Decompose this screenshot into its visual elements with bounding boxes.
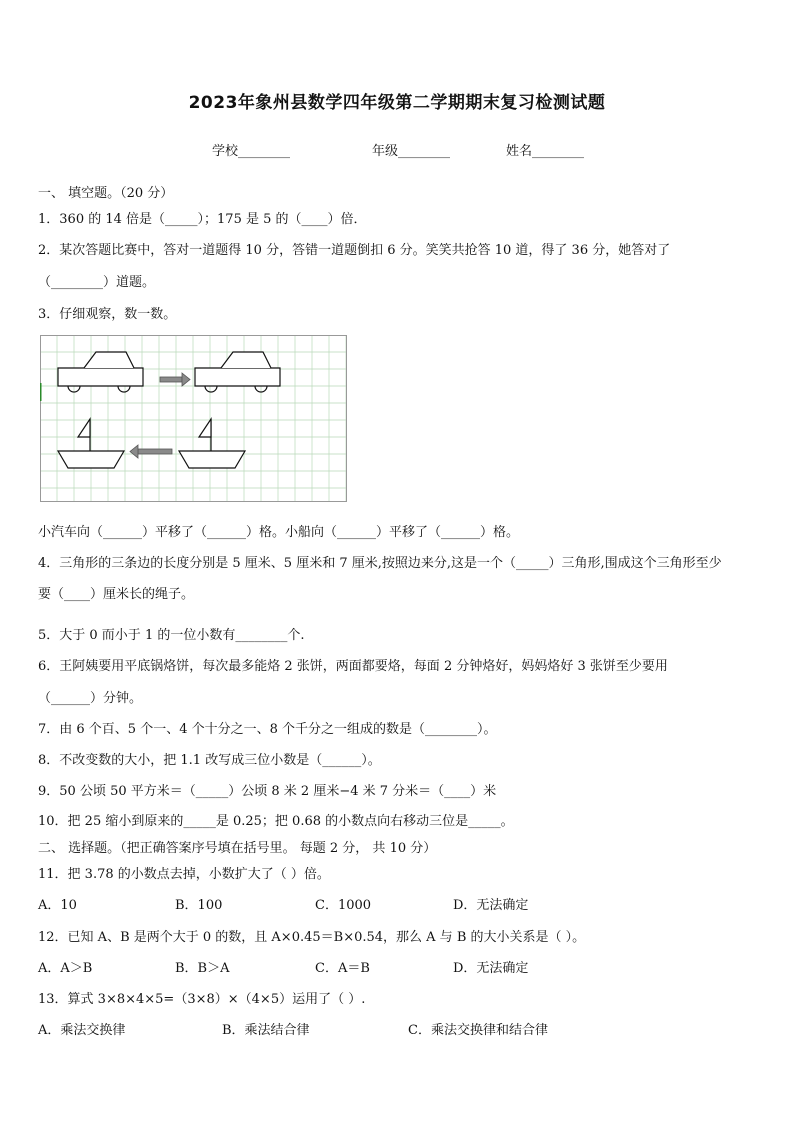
section1-heading: 一、 填空题。（20 分） [38,186,174,201]
question-3: 3．仔细观察，数一数。 [38,307,177,322]
question-1: 1．360 的 14 倍是（_____）；175 是 5 的（____）倍． [38,212,367,227]
section2-heading: 二、 选择题。（把正确答案序号填在括号里。 每题 2 分， 共 10 分） [38,841,437,856]
arrow-left-icon [130,445,172,458]
grade-field: 年级________ [372,144,451,159]
q13-option-c: C．乘法交换律和结合律 [408,1023,548,1038]
question-5: 5．大于 0 而小于 1 的一位小数有________个. [38,628,305,643]
question-2-line1: 2．某次答题比赛中，答对一道题得 10 分，答错一道题倒扣 6 分。笑笑共抢答 10 道，得了 36 分，她答对了 [38,243,671,258]
question-8: 8．不改变数的大小，把 1.1 改写成三位小数是（______）。 [38,753,381,768]
q13-option-b: B．乘法结合律 [222,1023,310,1038]
question-11: 11．把 3.78 的小数点去掉，小数扩大了（ ）倍。 [38,867,330,882]
car-translated [195,352,280,392]
name-field: 姓名________ [506,144,585,159]
question-12: 12．已知 A、B 是两个大于 0 的数，且 A×0.45＝B×0.54，那么 A 与 B 的大小关系是（ ）。 [38,930,586,945]
grid-lines [40,335,347,502]
q12-option-d: D．无法确定 [453,961,529,976]
question-4-line1: 4．三角形的三条边的长度分别是 5 厘米、5 厘米和 7 厘米,按照边来分,这是一个（_____）三角形,围成这个三角形至少 [38,556,722,571]
q11-option-c: C．1000 [315,898,372,913]
car-original [58,352,143,392]
question-6-line1: 6．王阿姨要用平底锅烙饼，每次最多能烙 2 张饼，两面都要烙，每面 2 分钟烙好，妈妈烙好 3 张饼至少要用 [38,659,668,674]
question-4-line2: 要（____）厘米长的绳子。 [38,587,195,602]
q11-option-d: D．无法确定 [453,898,529,913]
question-13: 13．算式 3×8×4×5=（3×8）×（4×5）运用了（ ）. [38,992,366,1007]
q11-option-a: A．10 [38,898,77,913]
q12-option-b: B．B＞A [175,961,230,976]
arrow-right-icon [160,373,190,386]
q12-option-c: C．A＝B [315,961,370,976]
school-field: 学校________ [212,144,291,159]
question-9: 9．50 公顷 50 平方米＝（_____）公顷 8 米 2 厘米−4 米 7 分米＝（____）米 [38,784,497,799]
question-7: 7．由 6 个百、5 个一、4 个十分之一、8 个千分之一组成的数是（________）。 [38,722,497,737]
page-title: 2023年象州县数学四年级第二学期期末复习检测试题 [188,93,606,113]
question-10: 10．把 25 缩小到原来的_____是 0.25；把 0.68 的小数点向右移动三位是_____。 [38,814,514,829]
q13-option-a: A．乘法交换律 [38,1023,126,1038]
boat-original [179,419,245,468]
figure-border [41,336,347,502]
q11-option-b: B．100 [175,898,223,913]
q12-option-a: A．A＞B [38,961,93,976]
question-3-answer: 小汽车向（______）平移了（______）格。小船向（______）平移了（______）格。 [38,525,520,540]
question-2-line2: （________）道题。 [38,275,156,290]
question-6-line2: （______）分钟。 [38,691,143,706]
grid-figure [40,335,347,502]
